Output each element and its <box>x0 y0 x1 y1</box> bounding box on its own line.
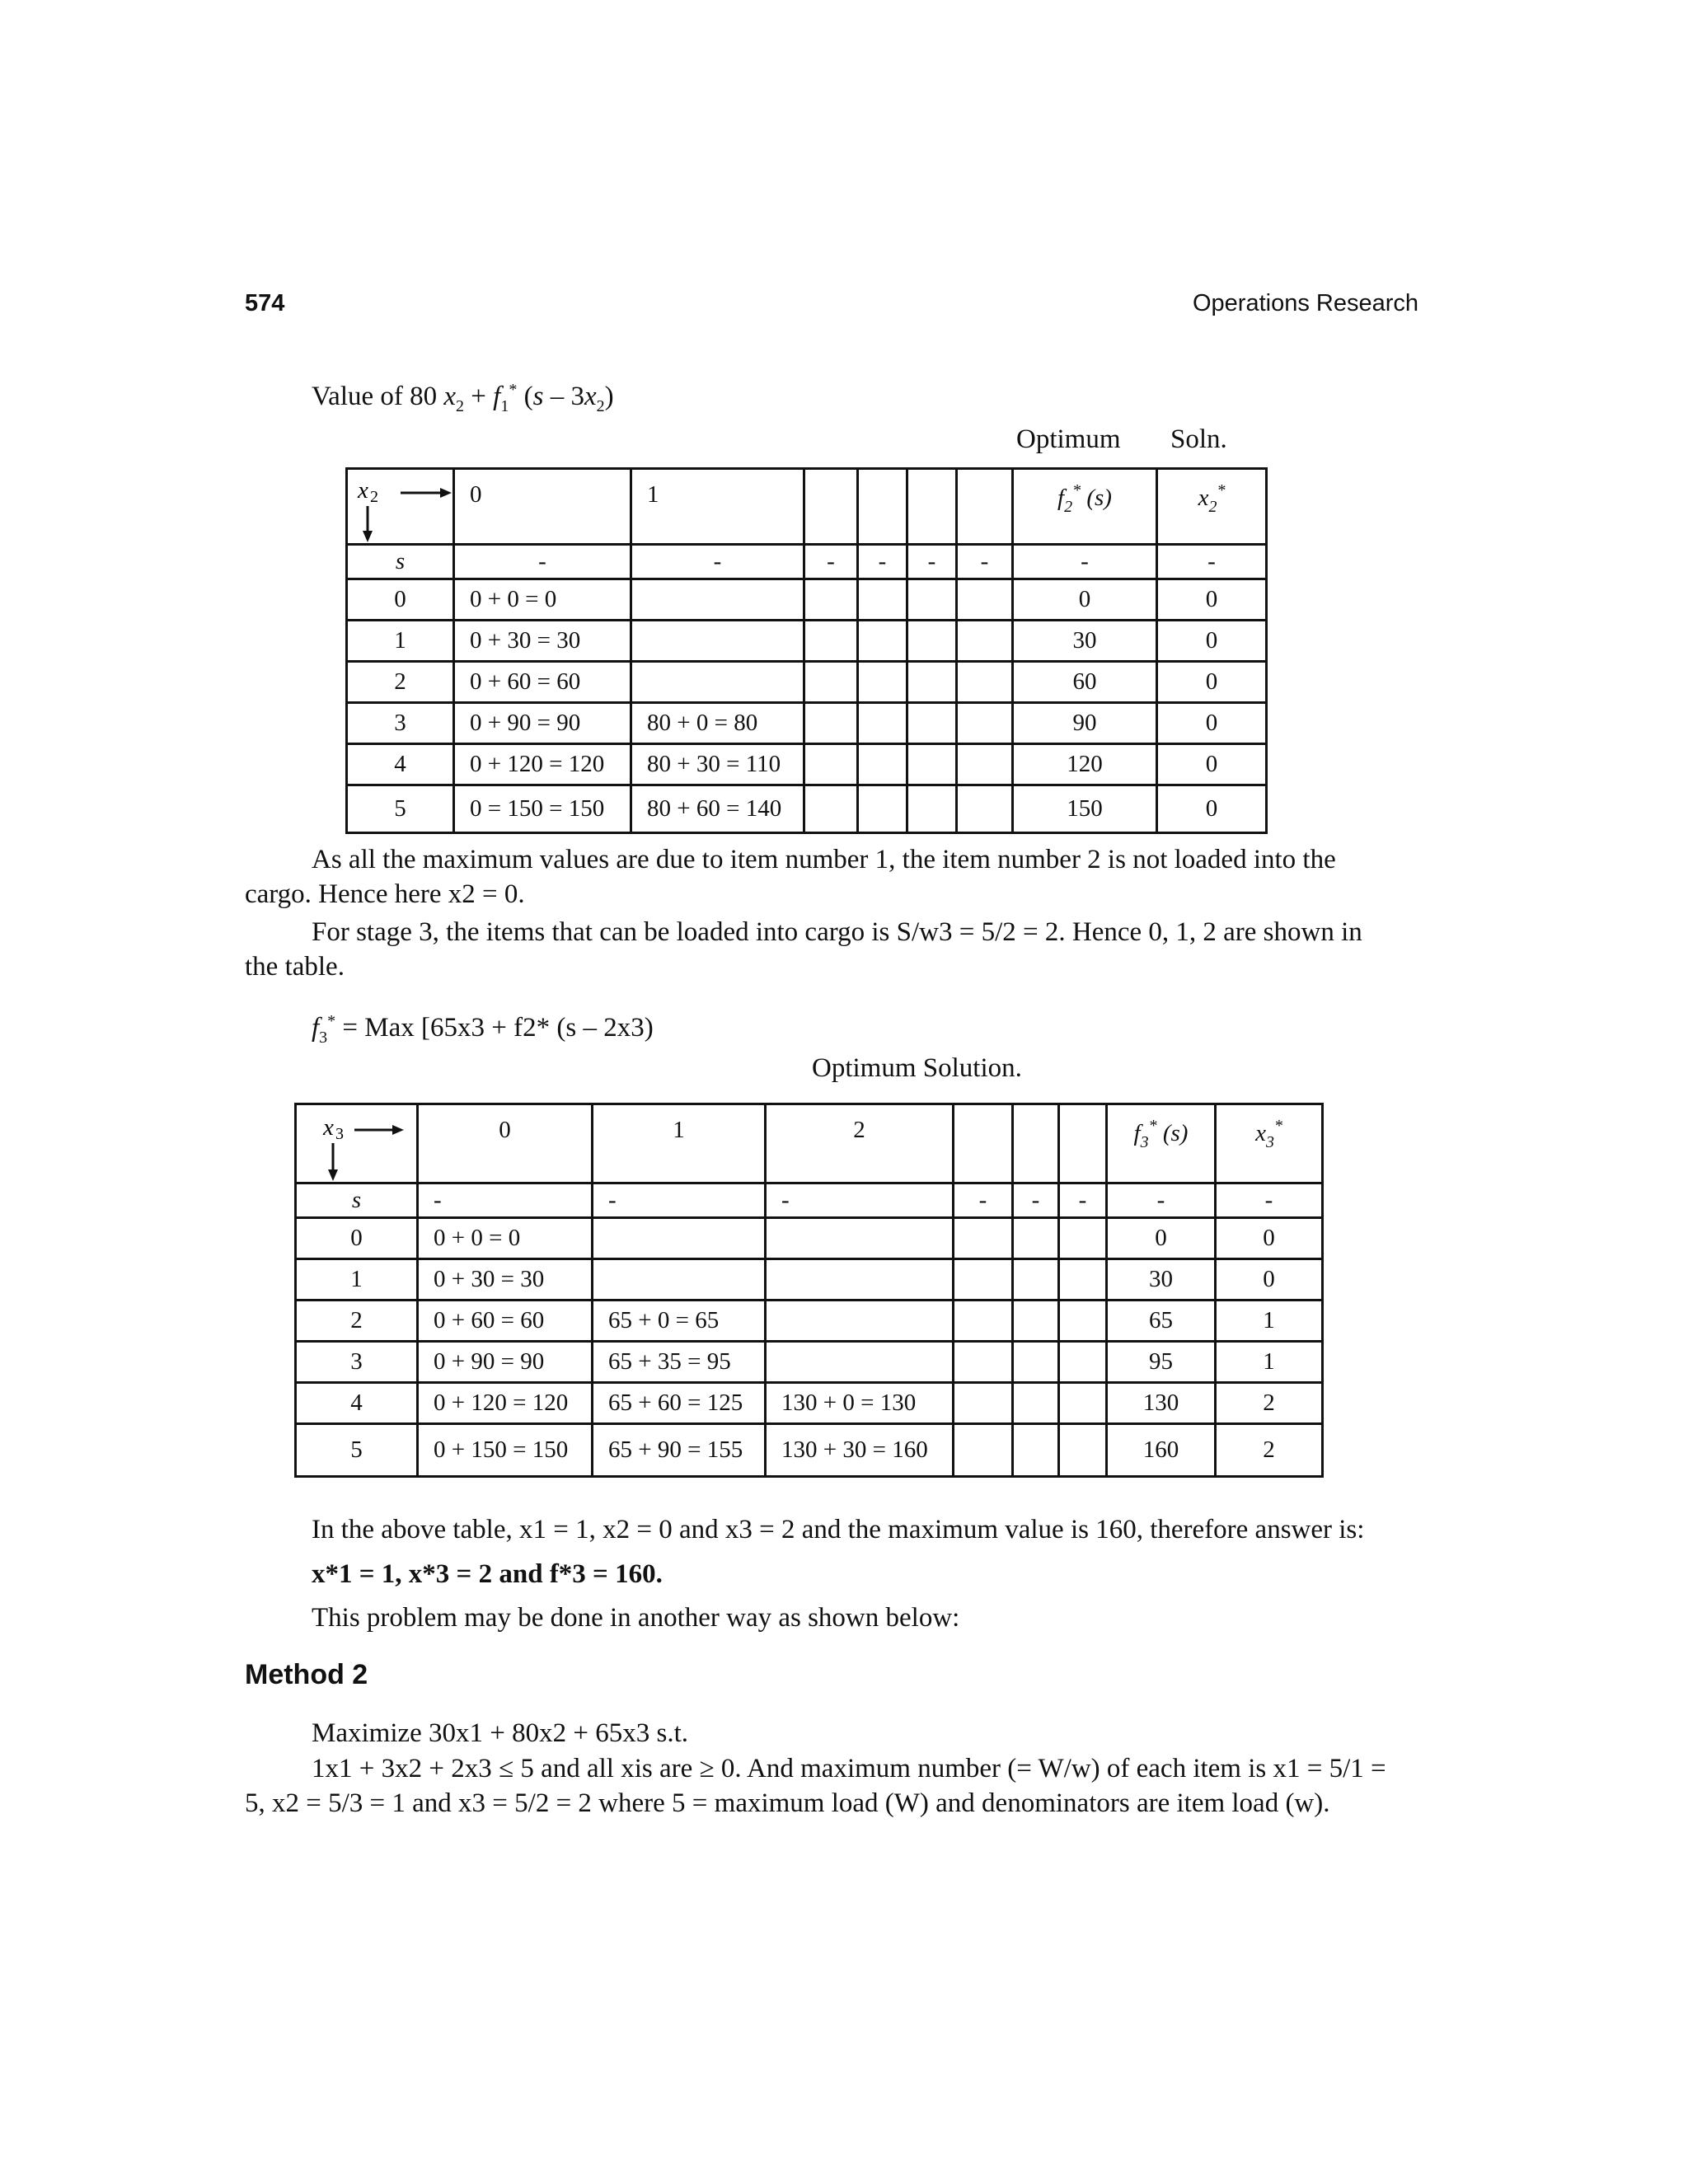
stage2-header-row <box>347 469 1267 545</box>
dash-cell: - <box>804 545 858 579</box>
cell-f: 65 <box>1107 1301 1216 1342</box>
cell-empty <box>858 703 907 744</box>
cell-v1: 80 + 60 = 140 <box>631 785 804 833</box>
cell-x: 1 <box>1216 1301 1323 1342</box>
cell-f: 90 <box>1013 703 1157 744</box>
para1-line1: As all the maximum values are due to item number 1, the item number 2 is not loaded into the <box>312 845 1336 874</box>
stage3-formula-text: = Max [65x3 + f2* (s – 2x3) <box>342 1013 654 1043</box>
cell-v2 <box>766 1342 954 1383</box>
stage2-col-0: 0 <box>454 469 631 545</box>
cell-empty <box>954 1259 1013 1301</box>
cell-empty <box>1013 1301 1059 1342</box>
cell-f: 30 <box>1013 621 1157 662</box>
cell-x: 0 <box>1216 1218 1323 1259</box>
cell-v1 <box>593 1218 766 1259</box>
cell-empty <box>1059 1301 1107 1342</box>
stage3-col-empty <box>954 1104 1013 1183</box>
cell-x: 1 <box>1216 1342 1323 1383</box>
dash-cell: - <box>1013 1183 1059 1218</box>
cell-v2: 130 + 30 = 160 <box>766 1424 954 1477</box>
cell-v0: 0 + 30 = 30 <box>418 1259 593 1301</box>
cell-x: 0 <box>1157 662 1267 703</box>
dash-cell: - <box>954 1183 1013 1218</box>
stage2-col-empty <box>858 469 907 545</box>
cell-v0: 0 + 60 = 60 <box>418 1301 593 1342</box>
cell-empty <box>804 744 858 785</box>
cell-empty <box>1013 1259 1059 1301</box>
cell-empty <box>907 703 957 744</box>
svg-text:x: x <box>323 1114 334 1141</box>
table-row <box>296 1383 1323 1424</box>
cell-s: 3 <box>347 703 454 744</box>
cell-empty <box>1059 1383 1107 1424</box>
cell-f: 150 <box>1013 785 1157 833</box>
conclusion-line1: In the above table, x1 = 1, x2 = 0 and x3 = 2 and the maximum value is 160, therefore answer is: <box>312 1515 1365 1544</box>
dash-cell: - <box>1059 1183 1107 1218</box>
cell-v0: 0 + 0 = 0 <box>454 579 631 621</box>
dash-cell: - <box>631 545 804 579</box>
cell-v0: 0 + 120 = 120 <box>454 744 631 785</box>
cell-empty <box>804 621 858 662</box>
cell-empty <box>954 1301 1013 1342</box>
cell-empty <box>907 662 957 703</box>
cell-empty <box>1059 1259 1107 1301</box>
label-optimum: Optimum <box>1016 424 1121 454</box>
cell-f: 0 <box>1013 579 1157 621</box>
table-row <box>296 1218 1323 1259</box>
stage3-s-label: s <box>296 1183 418 1218</box>
para2-line2: the table. <box>245 952 345 982</box>
table-row <box>296 1342 1323 1383</box>
cell-empty <box>858 579 907 621</box>
stage3-dash-row <box>296 1183 1323 1218</box>
cell-empty <box>858 662 907 703</box>
cell-x: 0 <box>1157 579 1267 621</box>
cell-v1 <box>631 621 804 662</box>
cell-v0: 0 + 150 = 150 <box>418 1424 593 1477</box>
cell-s: 4 <box>347 744 454 785</box>
cell-empty <box>907 621 957 662</box>
cell-x: 0 <box>1157 744 1267 785</box>
svg-text:3: 3 <box>335 1125 344 1143</box>
cell-f: 160 <box>1107 1424 1216 1477</box>
cell-empty <box>957 785 1013 833</box>
cell-s: 0 <box>296 1218 418 1259</box>
cell-empty <box>954 1218 1013 1259</box>
cell-v0: 0 + 90 = 90 <box>454 703 631 744</box>
para2-line1: For stage 3, the items that can be loaded into cargo is S/w3 = 5/2 = 2. Hence 0, 1, 2 are shown in <box>312 917 1362 947</box>
table-row <box>296 1301 1323 1342</box>
cell-empty <box>957 579 1013 621</box>
cell-empty <box>907 744 957 785</box>
cell-x: 0 <box>1157 785 1267 833</box>
cell-x: 0 <box>1157 703 1267 744</box>
stage2-s-label: s <box>347 545 454 579</box>
cell-x: 0 <box>1216 1259 1323 1301</box>
cell-v1: 65 + 35 = 95 <box>593 1342 766 1383</box>
cell-f: 95 <box>1107 1342 1216 1383</box>
conclusion-line3: This problem may be done in another way as shown below: <box>312 1603 960 1633</box>
cell-x: 2 <box>1216 1424 1323 1477</box>
cell-v0: 0 + 30 = 30 <box>454 621 631 662</box>
svg-text:2: 2 <box>370 488 378 506</box>
cell-v1: 65 + 0 = 65 <box>593 1301 766 1342</box>
cell-v0: 0 = 150 = 150 <box>454 785 631 833</box>
method2-line2: 1x1 + 3x2 + 2x3 ≤ 5 and all xis are ≥ 0. And maximum number (= W/w) of each item is x1 = 5/1 = <box>312 1754 1386 1783</box>
cell-v2 <box>766 1218 954 1259</box>
cell-empty <box>804 703 858 744</box>
stage2-col-1: 1 <box>631 469 804 545</box>
cell-empty <box>804 662 858 703</box>
cell-empty <box>1013 1424 1059 1477</box>
cell-v0: 0 + 120 = 120 <box>418 1383 593 1424</box>
cell-empty <box>957 662 1013 703</box>
stage3-header-row <box>296 1104 1323 1183</box>
table-row <box>296 1424 1323 1477</box>
cell-v1: 80 + 0 = 80 <box>631 703 804 744</box>
running-title: Operations Research <box>1192 290 1418 316</box>
dash-cell: - <box>766 1183 954 1218</box>
cell-empty <box>1013 1218 1059 1259</box>
cell-v1: 65 + 90 = 155 <box>593 1424 766 1477</box>
dash-cell: - <box>1107 1183 1216 1218</box>
cell-f: 130 <box>1107 1383 1216 1424</box>
cell-s: 5 <box>296 1424 418 1477</box>
cell-empty <box>954 1424 1013 1477</box>
stage2-formula: Value of 80 $x_2 + f_1^*$ $(s - 3x_2)$ <box>312 381 614 415</box>
cell-empty <box>957 744 1013 785</box>
stage2-col-empty <box>907 469 957 545</box>
cell-v1: 65 + 60 = 125 <box>593 1383 766 1424</box>
table-row <box>296 1259 1323 1301</box>
dash-cell: - <box>1216 1183 1323 1218</box>
cell-empty <box>1013 1383 1059 1424</box>
table-row <box>347 744 1267 785</box>
cell-v1 <box>631 579 804 621</box>
cell-v2: 130 + 0 = 130 <box>766 1383 954 1424</box>
dash-cell: - <box>593 1183 766 1218</box>
cell-empty <box>804 785 858 833</box>
axis-arrows-icon <box>354 475 453 545</box>
cell-empty <box>907 579 957 621</box>
stage3-col-x3: $x_3^*$ <box>1216 1104 1323 1183</box>
stage3-col-empty <box>1059 1104 1107 1183</box>
cell-empty <box>1059 1342 1107 1383</box>
cell-empty <box>858 744 907 785</box>
method2-line1: Maximize 30x1 + 80x2 + 65x3 s.t. <box>312 1718 689 1748</box>
stage3-formula: $f_3^*$ = Max [65x3 + f2* (s – 2x3) <box>312 1012 654 1047</box>
table-row <box>347 621 1267 662</box>
axis-arrows-icon <box>321 1112 418 1183</box>
cell-empty <box>858 621 907 662</box>
cell-s: 4 <box>296 1383 418 1424</box>
cell-empty <box>1059 1424 1107 1477</box>
stage2-col-f2: $f_2^*$ (s) <box>1013 469 1157 545</box>
cell-empty <box>907 785 957 833</box>
cell-s: 1 <box>347 621 454 662</box>
stage3-caption: Optimum Solution. <box>812 1053 1022 1083</box>
method2-line3: 5, x2 = 5/3 = 1 and x3 = 5/2 = 2 where 5 = maximum load (W) and denominators are item load (w). <box>245 1788 1330 1818</box>
cell-empty <box>804 579 858 621</box>
cell-v2 <box>766 1259 954 1301</box>
cell-empty <box>954 1342 1013 1383</box>
stage3-table <box>294 1103 1324 1478</box>
dash-cell: - <box>1157 545 1267 579</box>
stage2-col-empty <box>957 469 1013 545</box>
cell-empty <box>858 785 907 833</box>
conclusion-answer: x*1 = 1, x*3 = 2 and f*3 = 160. <box>312 1559 663 1589</box>
cell-v0: 0 + 60 = 60 <box>454 662 631 703</box>
stage3-col-empty <box>1013 1104 1059 1183</box>
cell-v1 <box>593 1259 766 1301</box>
cell-empty <box>957 621 1013 662</box>
cell-s: 1 <box>296 1259 418 1301</box>
cell-v1: 80 + 30 = 110 <box>631 744 804 785</box>
dash-cell: - <box>1013 545 1157 579</box>
cell-empty <box>1013 1342 1059 1383</box>
cell-s: 2 <box>347 662 454 703</box>
dash-cell: - <box>957 545 1013 579</box>
cell-s: 3 <box>296 1342 418 1383</box>
para1-line2: cargo. Hence here x2 = 0. <box>245 879 525 909</box>
stage2-formula-prefix: Value of 80 <box>312 382 444 411</box>
stage3-col-f3: $f_3^*$ (s) <box>1107 1104 1216 1183</box>
page-number: 574 <box>245 290 285 316</box>
stage2-dash-row <box>347 545 1267 579</box>
stage3-col-1: 1 <box>593 1104 766 1183</box>
cell-empty <box>957 703 1013 744</box>
cell-f: 0 <box>1107 1218 1216 1259</box>
cell-x: 0 <box>1157 621 1267 662</box>
stage2-col-empty <box>804 469 858 545</box>
table-row <box>347 579 1267 621</box>
cell-s: 0 <box>347 579 454 621</box>
dash-cell: - <box>454 545 631 579</box>
cell-f: 120 <box>1013 744 1157 785</box>
stage3-col-0: 0 <box>418 1104 593 1183</box>
cell-v1 <box>631 662 804 703</box>
method2-heading: Method 2 <box>245 1659 368 1690</box>
stage3-axis-cell <box>296 1104 418 1183</box>
label-soln: Soln. <box>1170 424 1227 454</box>
table-row <box>347 703 1267 744</box>
cell-x: 2 <box>1216 1383 1323 1424</box>
cell-v2 <box>766 1301 954 1342</box>
cell-empty <box>1059 1218 1107 1259</box>
stage2-col-x2: $x_2^*$ <box>1157 469 1267 545</box>
cell-v0: 0 + 90 = 90 <box>418 1342 593 1383</box>
cell-s: 5 <box>347 785 454 833</box>
table-row <box>347 662 1267 703</box>
svg-text:x: x <box>358 477 368 504</box>
cell-empty <box>954 1383 1013 1424</box>
cell-f: 60 <box>1013 662 1157 703</box>
cell-f: 30 <box>1107 1259 1216 1301</box>
cell-s: 2 <box>296 1301 418 1342</box>
stage2-table <box>345 467 1268 834</box>
dash-cell: - <box>858 545 907 579</box>
stage3-col-2: 2 <box>766 1104 954 1183</box>
cell-v0: 0 + 0 = 0 <box>418 1218 593 1259</box>
stage2-axis-cell <box>347 469 454 545</box>
dash-cell: - <box>907 545 957 579</box>
table-row <box>347 785 1267 833</box>
dash-cell: - <box>418 1183 593 1218</box>
